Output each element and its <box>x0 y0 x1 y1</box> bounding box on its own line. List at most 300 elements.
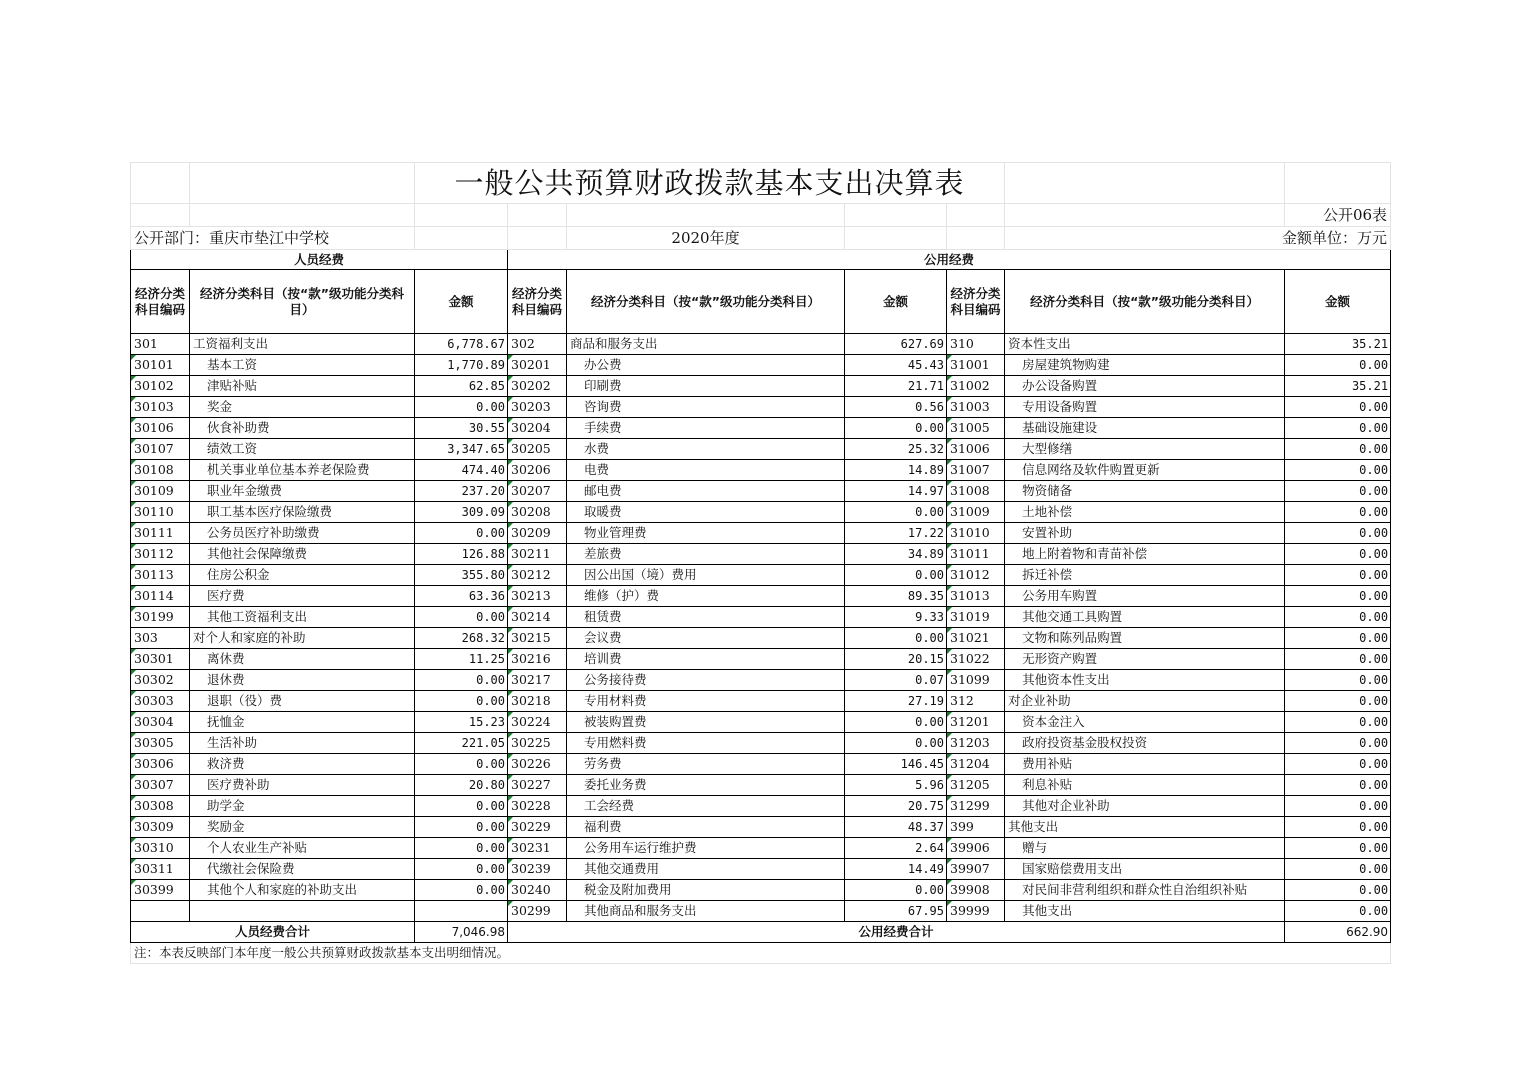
table-row <box>131 691 1391 712</box>
cell-code: 30207 <box>508 481 567 502</box>
cell-amount: 221.05 <box>415 733 508 754</box>
department-label: 公开部门：重庆市垫江中学校 <box>131 227 415 250</box>
cell-name: 地上附着物和青苗补偿 <box>1005 544 1285 565</box>
cell-code: 31022 <box>947 649 1005 670</box>
table-row <box>131 670 1391 691</box>
cell-code: 30203 <box>508 397 567 418</box>
table-row <box>131 481 1391 502</box>
cell-code: 30109 <box>131 481 190 502</box>
cell-code: 31201 <box>947 712 1005 733</box>
cell-amount: 0.00 <box>415 838 508 859</box>
cell-code: 30308 <box>131 796 190 817</box>
cell-name: 个人农业生产补贴 <box>190 838 415 859</box>
cell-name: 电费 <box>567 460 845 481</box>
meta-row <box>131 227 1391 250</box>
cell-name: 差旅费 <box>567 544 845 565</box>
cell-name: 资本金注入 <box>1005 712 1285 733</box>
cell-amount: 309.09 <box>415 502 508 523</box>
cell-code: 30209 <box>508 523 567 544</box>
cell-code: 310 <box>947 334 1005 355</box>
cell-name: 利息补贴 <box>1005 775 1285 796</box>
cell-name: 医疗费补助 <box>190 775 415 796</box>
cell-name: 退休费 <box>190 670 415 691</box>
cell-code: 30302 <box>131 670 190 691</box>
cell-code: 31021 <box>947 628 1005 649</box>
title-row <box>131 163 1391 204</box>
table-row <box>131 397 1391 418</box>
cell-amount: 35.21 <box>1285 376 1391 397</box>
cell-code: 31006 <box>947 439 1005 460</box>
cell-name: 职业年金缴费 <box>190 481 415 502</box>
cell-code: 30213 <box>508 586 567 607</box>
cell-name: 安置补助 <box>1005 523 1285 544</box>
cell-name: 因公出国（境）费用 <box>567 565 845 586</box>
cell-code: 30309 <box>131 817 190 838</box>
cell-amount: 0.00 <box>1285 418 1391 439</box>
cell-amount: 35.21 <box>1285 334 1391 355</box>
cell-name: 其他社会保障缴费 <box>190 544 415 565</box>
cell-amount: 0.07 <box>845 670 947 691</box>
cell-name: 福利费 <box>567 817 845 838</box>
col-header-name: 经济分类科目（按“款”级功能分类科目） <box>1005 270 1285 334</box>
cell-code: 31204 <box>947 754 1005 775</box>
cell-code: 30211 <box>508 544 567 565</box>
cell-name: 对民间非营利组织和群众性自治组织补贴 <box>1005 880 1285 901</box>
cell-code: 30106 <box>131 418 190 439</box>
cell-name: 土地补偿 <box>1005 502 1285 523</box>
fiscal-year: 2020年度 <box>567 227 845 250</box>
cell-amount: 0.00 <box>845 733 947 754</box>
cell-name: 公务员医疗补助缴费 <box>190 523 415 544</box>
cell-name: 培训费 <box>567 649 845 670</box>
cell-amount: 1,770.89 <box>415 355 508 376</box>
cell-amount: 15.23 <box>415 712 508 733</box>
cell-amount: 0.00 <box>415 691 508 712</box>
spreadsheet <box>130 162 1390 964</box>
cell-code: 31009 <box>947 502 1005 523</box>
cell-amount: 0.00 <box>1285 817 1391 838</box>
cell-amount: 0.00 <box>845 712 947 733</box>
cell-code: 30231 <box>508 838 567 859</box>
cell-name: 赠与 <box>1005 838 1285 859</box>
cell-code: 30218 <box>508 691 567 712</box>
cell-name: 抚恤金 <box>190 712 415 733</box>
cell-amount: 0.00 <box>415 859 508 880</box>
cell-code: 399 <box>947 817 1005 838</box>
cell-amount: 0.00 <box>845 502 947 523</box>
cell-code: 30114 <box>131 586 190 607</box>
expenditure-table <box>130 162 1391 964</box>
table-row <box>131 418 1391 439</box>
cell-amount: 0.00 <box>1285 901 1391 922</box>
cell-amount: 45.43 <box>845 355 947 376</box>
cell-name: 救济费 <box>190 754 415 775</box>
cell-code: 31013 <box>947 586 1005 607</box>
cell-amount: 0.00 <box>1285 586 1391 607</box>
cell-name: 税金及附加费用 <box>567 880 845 901</box>
cell-amount: 0.00 <box>415 754 508 775</box>
cell-code: 30201 <box>508 355 567 376</box>
column-header-row <box>131 270 1391 334</box>
cell-code: 31205 <box>947 775 1005 796</box>
cell-name: 其他支出 <box>1005 817 1285 838</box>
cell-amount: 14.89 <box>845 460 947 481</box>
cell-name: 被装购置费 <box>567 712 845 733</box>
table-row <box>131 523 1391 544</box>
table-row <box>131 733 1391 754</box>
cell-amount: 0.00 <box>1285 523 1391 544</box>
cell-amount: 0.00 <box>415 523 508 544</box>
cell-amount: 0.00 <box>415 817 508 838</box>
cell-name: 拆迁补偿 <box>1005 565 1285 586</box>
cell-name: 无形资产购置 <box>1005 649 1285 670</box>
cell-amount <box>415 901 508 922</box>
cell-name: 退职（役）费 <box>190 691 415 712</box>
cell-name: 工会经费 <box>567 796 845 817</box>
cell-code: 30304 <box>131 712 190 733</box>
cell-code: 30216 <box>508 649 567 670</box>
table-row <box>131 334 1391 355</box>
cell-amount: 0.00 <box>415 670 508 691</box>
cell-name: 咨询费 <box>567 397 845 418</box>
cell-code: 39999 <box>947 901 1005 922</box>
col-header-amount: 金额 <box>415 270 508 334</box>
cell-amount: 0.00 <box>1285 502 1391 523</box>
cell-name: 取暖费 <box>567 502 845 523</box>
cell-amount: 11.25 <box>415 649 508 670</box>
cell-amount: 48.37 <box>845 817 947 838</box>
cell-code: 31003 <box>947 397 1005 418</box>
cell-name: 印刷费 <box>567 376 845 397</box>
cell-code: 31099 <box>947 670 1005 691</box>
cell-amount: 14.97 <box>845 481 947 502</box>
cell-name: 资本性支出 <box>1005 334 1285 355</box>
cell-code: 303 <box>131 628 190 649</box>
cell-name: 其他工资福利支出 <box>190 607 415 628</box>
cell-code: 30229 <box>508 817 567 838</box>
cell-amount: 17.22 <box>845 523 947 544</box>
cell-name: 维修（护）费 <box>567 586 845 607</box>
table-row <box>131 859 1391 880</box>
section-header-row <box>131 250 1391 270</box>
cell-amount: 30.55 <box>415 418 508 439</box>
cell-amount: 0.00 <box>415 796 508 817</box>
cell-name: 委托业务费 <box>567 775 845 796</box>
cell-code: 30305 <box>131 733 190 754</box>
cell-name: 职工基本医疗保险缴费 <box>190 502 415 523</box>
totals-row <box>131 922 1391 943</box>
cell-code: 31005 <box>947 418 1005 439</box>
cell-name: 绩效工资 <box>190 439 415 460</box>
cell-code: 302 <box>508 334 567 355</box>
cell-amount: 0.00 <box>1285 607 1391 628</box>
cell-amount: 34.89 <box>845 544 947 565</box>
cell-name: 国家赔偿费用支出 <box>1005 859 1285 880</box>
cell-name: 专用设备购置 <box>1005 397 1285 418</box>
cell-amount: 0.00 <box>1285 649 1391 670</box>
cell-amount: 20.75 <box>845 796 947 817</box>
cell-name: 专用燃料费 <box>567 733 845 754</box>
table-body <box>131 334 1391 922</box>
cell-amount: 0.00 <box>1285 670 1391 691</box>
table-row <box>131 586 1391 607</box>
cell-amount: 0.00 <box>415 607 508 628</box>
cell-amount: 0.00 <box>1285 544 1391 565</box>
cell-name: 会议费 <box>567 628 845 649</box>
cell-name: 其他资本性支出 <box>1005 670 1285 691</box>
cell-amount: 268.32 <box>415 628 508 649</box>
cell-amount: 9.33 <box>845 607 947 628</box>
cell-name: 对企业补助 <box>1005 691 1285 712</box>
cell-name: 费用补贴 <box>1005 754 1285 775</box>
cell-name: 物业管理费 <box>567 523 845 544</box>
cell-amount: 27.19 <box>845 691 947 712</box>
note-row <box>131 943 1391 964</box>
cell-amount: 237.20 <box>415 481 508 502</box>
cell-name: 其他商品和服务支出 <box>567 901 845 922</box>
table-row <box>131 355 1391 376</box>
cell-amount: 0.00 <box>1285 712 1391 733</box>
cell-code: 30108 <box>131 460 190 481</box>
personnel-total-label: 人员经费合计 <box>131 922 415 943</box>
cell-amount: 0.00 <box>1285 838 1391 859</box>
cell-name: 医疗费 <box>190 586 415 607</box>
form-number-row <box>131 204 1391 227</box>
cell-name: 工资福利支出 <box>190 334 415 355</box>
table-row <box>131 607 1391 628</box>
cell-amount: 0.00 <box>1285 481 1391 502</box>
cell-code: 30107 <box>131 439 190 460</box>
col-header-amount: 金额 <box>845 270 947 334</box>
cell-code: 30102 <box>131 376 190 397</box>
cell-amount: 0.56 <box>845 397 947 418</box>
public-total-value: 662.90 <box>1285 922 1391 943</box>
cell-name: 其他对企业补助 <box>1005 796 1285 817</box>
cell-name: 基本工资 <box>190 355 415 376</box>
cell-amount: 0.00 <box>1285 460 1391 481</box>
cell-code: 30307 <box>131 775 190 796</box>
cell-code: 30113 <box>131 565 190 586</box>
col-header-code: 经济分类科目编码 <box>508 270 567 334</box>
cell-code: 31011 <box>947 544 1005 565</box>
cell-name: 信息网络及软件购置更新 <box>1005 460 1285 481</box>
table-row <box>131 376 1391 397</box>
cell-name: 机关事业单位基本养老保险费 <box>190 460 415 481</box>
cell-amount: 0.00 <box>1285 355 1391 376</box>
cell-name: 其他个人和家庭的补助支出 <box>190 880 415 901</box>
cell-code: 30301 <box>131 649 190 670</box>
cell-amount: 0.00 <box>1285 397 1391 418</box>
cell-amount: 89.35 <box>845 586 947 607</box>
cell-amount: 0.00 <box>1285 439 1391 460</box>
cell-name: 生活补助 <box>190 733 415 754</box>
cell-amount: 0.00 <box>1285 565 1391 586</box>
personnel-header: 人员经费 <box>131 250 508 270</box>
cell-amount: 67.95 <box>845 901 947 922</box>
public-header: 公用经费 <box>508 250 1391 270</box>
cell-code: 39908 <box>947 880 1005 901</box>
cell-code: 30101 <box>131 355 190 376</box>
cell-code: 30103 <box>131 397 190 418</box>
cell-amount: 25.32 <box>845 439 947 460</box>
cell-code: 30240 <box>508 880 567 901</box>
cell-amount: 0.00 <box>1285 859 1391 880</box>
cell-name: 公务接待费 <box>567 670 845 691</box>
cell-name: 水费 <box>567 439 845 460</box>
cell-name: 基础设施建设 <box>1005 418 1285 439</box>
table-row <box>131 628 1391 649</box>
cell-name: 离休费 <box>190 649 415 670</box>
cell-code: 31002 <box>947 376 1005 397</box>
cell-name: 公务用车购置 <box>1005 586 1285 607</box>
cell-name: 房屋建筑物购建 <box>1005 355 1285 376</box>
cell-amount: 0.00 <box>415 880 508 901</box>
col-header-code: 经济分类科目编码 <box>131 270 190 334</box>
cell-code: 31019 <box>947 607 1005 628</box>
cell-amount: 0.00 <box>415 397 508 418</box>
cell-code: 39906 <box>947 838 1005 859</box>
cell-name: 政府投资基金股权投资 <box>1005 733 1285 754</box>
cell-code: 30208 <box>508 502 567 523</box>
cell-amount: 355.80 <box>415 565 508 586</box>
cell-amount: 20.15 <box>845 649 947 670</box>
cell-name: 手续费 <box>567 418 845 439</box>
table-row <box>131 544 1391 565</box>
cell-code: 30217 <box>508 670 567 691</box>
cell-code: 301 <box>131 334 190 355</box>
col-header-amount: 金额 <box>1285 270 1391 334</box>
cell-code: 30206 <box>508 460 567 481</box>
cell-code: 30303 <box>131 691 190 712</box>
cell-code <box>131 901 190 922</box>
table-row <box>131 712 1391 733</box>
table-row <box>131 838 1391 859</box>
cell-amount: 0.00 <box>845 565 947 586</box>
cell-name: 对个人和家庭的补助 <box>190 628 415 649</box>
cell-code: 30204 <box>508 418 567 439</box>
form-number: 公开06表 <box>1285 204 1391 227</box>
cell-amount: 0.00 <box>845 418 947 439</box>
cell-amount: 3,347.65 <box>415 439 508 460</box>
cell-amount: 2.64 <box>845 838 947 859</box>
cell-code: 31001 <box>947 355 1005 376</box>
cell-code: 30306 <box>131 754 190 775</box>
cell-name: 劳务费 <box>567 754 845 775</box>
cell-name: 办公设备购置 <box>1005 376 1285 397</box>
cell-name: 代缴社会保险费 <box>190 859 415 880</box>
cell-code: 30226 <box>508 754 567 775</box>
cell-name: 其他交通费用 <box>567 859 845 880</box>
table-row <box>131 775 1391 796</box>
personnel-total-value: 7,046.98 <box>415 922 508 943</box>
cell-amount: 0.00 <box>1285 880 1391 901</box>
cell-code: 30110 <box>131 502 190 523</box>
cell-name: 其他交通工具购置 <box>1005 607 1285 628</box>
cell-code: 31010 <box>947 523 1005 544</box>
cell-code: 30202 <box>508 376 567 397</box>
cell-name: 大型修缮 <box>1005 439 1285 460</box>
cell-amount: 21.71 <box>845 376 947 397</box>
cell-name: 助学金 <box>190 796 415 817</box>
cell-name <box>190 901 415 922</box>
cell-name: 商品和服务支出 <box>567 334 845 355</box>
cell-amount: 0.00 <box>845 628 947 649</box>
cell-amount: 0.00 <box>1285 754 1391 775</box>
cell-name: 邮电费 <box>567 481 845 502</box>
cell-code: 30310 <box>131 838 190 859</box>
cell-name: 奖励金 <box>190 817 415 838</box>
cell-name: 津贴补贴 <box>190 376 415 397</box>
cell-code: 312 <box>947 691 1005 712</box>
cell-code: 30311 <box>131 859 190 880</box>
cell-amount: 5.96 <box>845 775 947 796</box>
cell-code: 31299 <box>947 796 1005 817</box>
cell-code: 30399 <box>131 880 190 901</box>
cell-amount: 0.00 <box>1285 796 1391 817</box>
cell-amount: 63.36 <box>415 586 508 607</box>
cell-code: 31012 <box>947 565 1005 586</box>
cell-code: 30212 <box>508 565 567 586</box>
cell-code: 30228 <box>508 796 567 817</box>
cell-amount: 0.00 <box>1285 691 1391 712</box>
unit-label: 金额单位：万元 <box>1005 227 1391 250</box>
cell-code: 30111 <box>131 523 190 544</box>
cell-code: 30215 <box>508 628 567 649</box>
cell-amount: 6,778.67 <box>415 334 508 355</box>
cell-amount: 146.45 <box>845 754 947 775</box>
table-row <box>131 880 1391 901</box>
cell-code: 30239 <box>508 859 567 880</box>
table-row <box>131 817 1391 838</box>
page-title: 一般公共预算财政拨款基本支出决算表 <box>415 163 1005 204</box>
col-header-code: 经济分类科目编码 <box>947 270 1005 334</box>
cell-amount: 0.00 <box>845 880 947 901</box>
cell-amount: 627.69 <box>845 334 947 355</box>
cell-code: 31007 <box>947 460 1005 481</box>
cell-name: 奖金 <box>190 397 415 418</box>
cell-amount: 126.88 <box>415 544 508 565</box>
table-row <box>131 502 1391 523</box>
cell-code: 31008 <box>947 481 1005 502</box>
cell-amount: 474.40 <box>415 460 508 481</box>
cell-name: 办公费 <box>567 355 845 376</box>
public-total-label: 公用经费合计 <box>508 922 1285 943</box>
cell-amount: 0.00 <box>1285 775 1391 796</box>
cell-code: 30299 <box>508 901 567 922</box>
footnote: 注：本表反映部门本年度一般公共预算财政拨款基本支出明细情况。 <box>131 943 1391 964</box>
table-row <box>131 754 1391 775</box>
table-row <box>131 439 1391 460</box>
cell-amount: 20.80 <box>415 775 508 796</box>
table-row <box>131 460 1391 481</box>
cell-name: 公务用车运行维护费 <box>567 838 845 859</box>
cell-code: 30199 <box>131 607 190 628</box>
col-header-name: 经济分类科目（按“款”级功能分类科目） <box>190 270 415 334</box>
cell-name: 住房公积金 <box>190 565 415 586</box>
cell-amount: 0.00 <box>1285 628 1391 649</box>
table-row <box>131 565 1391 586</box>
cell-name: 租赁费 <box>567 607 845 628</box>
cell-amount: 62.85 <box>415 376 508 397</box>
cell-code: 30214 <box>508 607 567 628</box>
cell-code: 30224 <box>508 712 567 733</box>
cell-amount: 0.00 <box>1285 733 1391 754</box>
cell-name: 文物和陈列品购置 <box>1005 628 1285 649</box>
cell-code: 39907 <box>947 859 1005 880</box>
cell-code: 30112 <box>131 544 190 565</box>
cell-code: 30205 <box>508 439 567 460</box>
cell-code: 31203 <box>947 733 1005 754</box>
